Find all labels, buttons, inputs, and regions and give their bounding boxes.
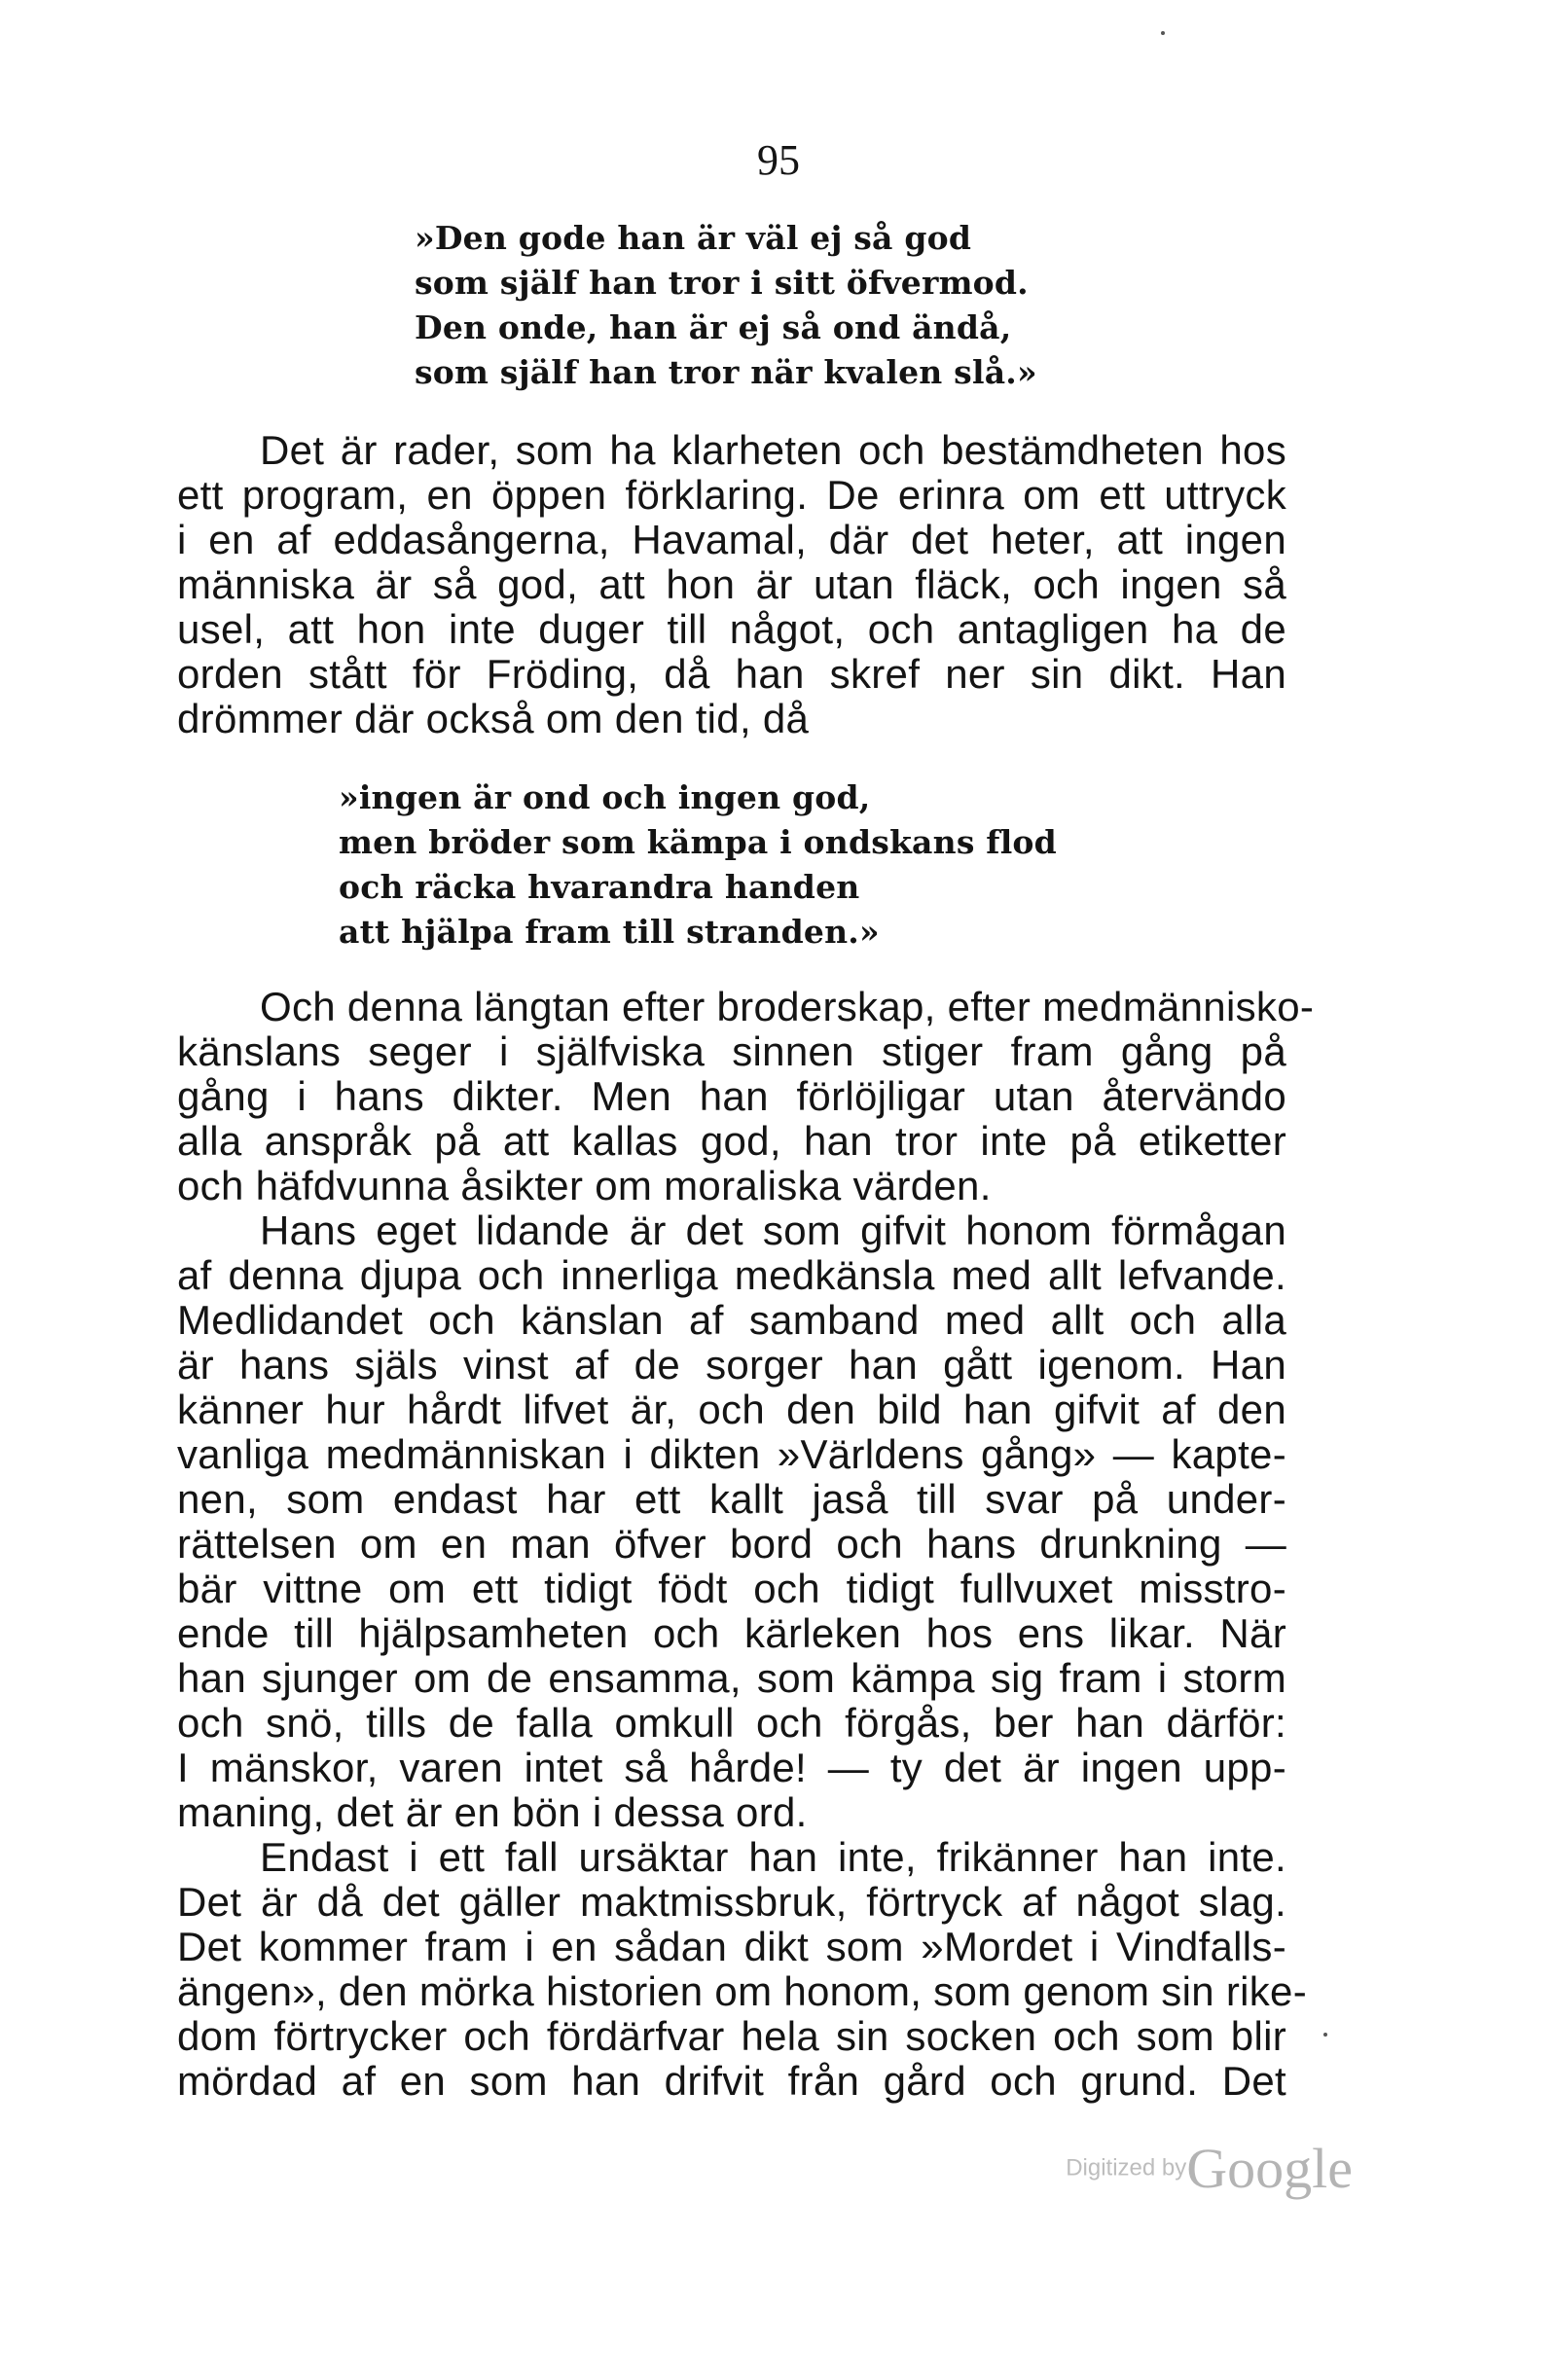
text-line: människa är så god, att hon är utan fläck, och ingen så (177, 561, 1286, 607)
text-line: känslans seger i själfviska sinnen stiger fram gång på (177, 1028, 1286, 1074)
scan-speck (1323, 2033, 1327, 2037)
text-line: Endast i ett fall ursäktar han inte, frikänner han inte. (260, 1834, 1286, 1880)
text-line: Det är då det gäller maktmissbruk, förtryck af något slag. (177, 1879, 1286, 1925)
text-line: och häfdvunna åsikter om moraliska värden. (177, 1163, 992, 1208)
text-line: ängen», den mörka historien om honom, som genom sin rike- (177, 1968, 1308, 2014)
text-line: Och denna längtan efter broderskap, efter medmännisko- (260, 984, 1315, 1029)
verse-line: som själf han tror i sitt öfvermod. (415, 264, 1029, 302)
page-number: 95 (757, 136, 800, 184)
text-line: känner hur hårdt lifvet är, och den bild han gifvit af den (177, 1387, 1286, 1432)
verse-line: att hjälpa fram till stranden.» (339, 913, 880, 951)
text-line: gång i hans dikter. Men han förlöjligar utan återvändo (177, 1073, 1286, 1119)
text-line: maning, det är en bön i dessa ord. (177, 1789, 808, 1835)
scan-speck (1161, 31, 1165, 35)
text-line: mördad af en som han drifvit från gård och grund. Det (177, 2058, 1286, 2104)
text-line: alla anspråk på att kallas god, han tror inte på etiketter (177, 1118, 1286, 1164)
text-line: af denna djupa och innerliga medkänsla med allt lefvande. (177, 1252, 1286, 1298)
google-wordmark: Google (1186, 2137, 1353, 2200)
text-line: han sjunger om de ensamma, som kämpa sig fram i storm (177, 1655, 1286, 1701)
verse-line: Den onde, han är ej så ond ändå, (415, 308, 1012, 346)
verse-line: som själf han tror när kvalen slå.» (415, 353, 1037, 391)
paragraph-3 (177, 1208, 1286, 1835)
text-line: och snö, tills de falla omkull och förgås, ber han därför: (177, 1700, 1286, 1746)
text-line: orden stått för Fröding, då han skref ner sin dikt. Han (177, 651, 1286, 697)
verse-quote-2 (339, 775, 1057, 955)
paragraph-4 (177, 1834, 1308, 2104)
text-line: i en af eddasångerna, Havamal, där det heter, att ingen (177, 517, 1286, 562)
text-line: Det kommer fram i en sådan dikt som »Mordet i Vindfalls- (177, 1924, 1286, 1969)
verse-line: »Den gode han är väl ej så god (415, 219, 972, 257)
digitized-by-google-watermark (1066, 2136, 1353, 2201)
verse-line: men bröder som kämpa i ondskans flod (339, 823, 1057, 861)
text-line: dom förtrycker och fördärfvar hela sin socken och som blir (177, 2013, 1286, 2059)
text-line: Medlidandet och känslan af samband med allt och alla (177, 1297, 1286, 1343)
text-line: I mänskor, varen intet så hårde! — ty det är ingen upp- (177, 1745, 1286, 1790)
text-line: ende till hjälpsamheten och kärleken hos ens likar. När (177, 1610, 1286, 1656)
text-line: Det är rader, som ha klarheten och bestämdheten hos (260, 427, 1286, 473)
text-line: usel, att hon inte duger till något, och antagligen ha de (177, 606, 1286, 652)
verse-line: »ingen är ond och ingen god, (339, 778, 871, 816)
watermark-prefix: Digitized by (1066, 2154, 1187, 2182)
text-line: vanliga medmänniskan i dikten »Världens gång» — kapte- (177, 1431, 1286, 1477)
text-line: rättelsen om en man öfver bord och hans drunkning — (177, 1521, 1286, 1567)
verse-quote-1 (415, 216, 1037, 395)
text-line: Hans eget lidande är det som gifvit honom förmågan (260, 1208, 1286, 1253)
text-line: nen, som endast har ett kallt jaså till svar på under- (177, 1476, 1286, 1522)
verse-line: och räcka hvarandra handen (339, 868, 860, 906)
text-line: bär vittne om ett tidigt födt och tidigt fullvuxet misstro- (177, 1566, 1286, 1611)
text-line: drömmer där också om den tid, då (177, 696, 810, 741)
text-line: ett program, en öppen förklaring. De erinra om ett uttryck (177, 472, 1286, 518)
paragraph-2 (177, 984, 1315, 1208)
paragraph-1 (177, 428, 1286, 741)
text-line: är hans själs vinst af de sorger han gått igenom. Han (177, 1342, 1286, 1388)
